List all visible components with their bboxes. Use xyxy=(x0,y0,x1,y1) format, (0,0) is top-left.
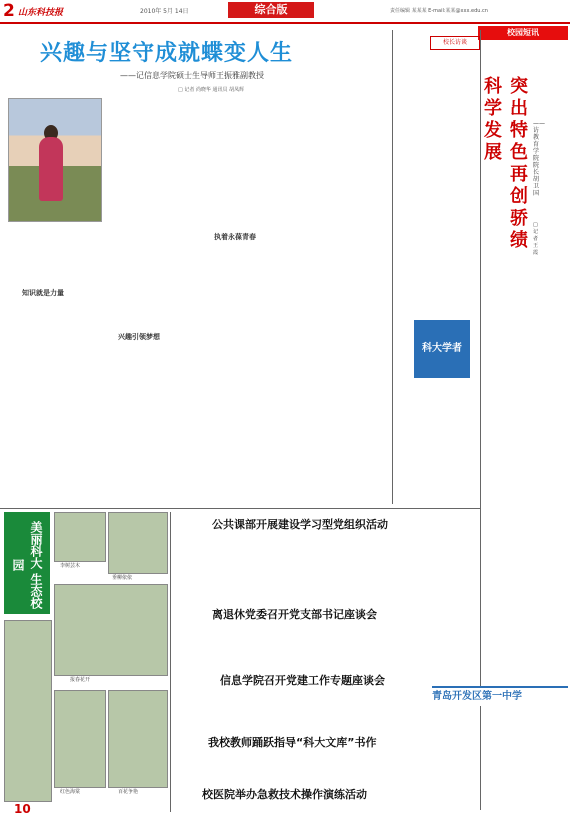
side-feature-tag: 校长访谈 xyxy=(430,36,480,50)
column-divider xyxy=(392,30,393,504)
side-body-column xyxy=(484,250,568,500)
flower-photo xyxy=(54,512,106,562)
article-body-column xyxy=(8,300,100,500)
section-banner: 综合版 xyxy=(228,2,314,18)
photo-caption: 李树芸木 xyxy=(60,563,81,569)
article-body-column xyxy=(296,98,388,504)
article-body-column xyxy=(8,226,100,284)
masthead xyxy=(0,0,570,24)
short-news-column xyxy=(484,44,568,74)
article-body-column xyxy=(104,344,196,504)
news-headline: 校医院举办急救技术操作演练活动 xyxy=(202,788,367,801)
news-body xyxy=(176,532,420,598)
ad-title: 青岛开发区第一中学 xyxy=(432,686,568,706)
news-body xyxy=(176,802,420,820)
flower-photo xyxy=(108,690,168,788)
ad-body xyxy=(432,708,568,808)
photo-column-title-text: 美丽科大 生态校园 xyxy=(11,520,43,610)
news-body xyxy=(176,688,420,726)
side-subtitle: ——访教育学院院长胡卫国 xyxy=(533,120,545,197)
photo-caption: 报春花开 xyxy=(70,677,91,683)
side-body-column xyxy=(396,384,480,502)
news-headline: 公共课部开展建设学习型党组织活动 xyxy=(212,518,388,531)
main-headline: 兴趣与坚守成就蝶变人生 xyxy=(40,41,294,66)
side-headline-left: 科学发展 xyxy=(484,76,502,163)
issue-date: 2010年 5月 14日 xyxy=(140,8,189,15)
column-divider xyxy=(170,512,171,812)
flower-photo xyxy=(4,620,52,802)
photo-column-title xyxy=(4,512,50,614)
kxdr-logo: 科大学者 xyxy=(414,320,470,378)
news-headline: 信息学院召开党建工作专题座谈会 xyxy=(220,674,385,687)
flower-photo xyxy=(54,690,106,788)
section-title-2: 兴趣引领梦想 xyxy=(118,333,160,341)
paper-name: 山东科技报 xyxy=(18,8,64,18)
article-body-column xyxy=(200,98,292,228)
section-title-3: 执着永葆青春 xyxy=(214,233,256,241)
news-headline: 我校教师踊跃指导“科大文库”书作 xyxy=(208,736,377,749)
column-tag: 校园短讯 xyxy=(478,26,568,40)
news-headline: 离退休党委召开党支部书记座谈会 xyxy=(212,608,377,621)
flower-photo xyxy=(108,512,168,574)
main-subhead: ——记信息学院硕士生导师王振雅副教授 xyxy=(120,71,264,80)
side-body-column xyxy=(396,52,480,316)
photo-caption: 红色海棠 xyxy=(60,789,81,795)
flower-photo xyxy=(54,584,168,676)
main-byline: □ 记者 尚晓华 通讯员 胡凤辉 xyxy=(178,87,245,93)
short-news-column xyxy=(484,508,568,684)
page-number: 2 xyxy=(3,1,15,21)
article-body-column xyxy=(200,244,292,504)
side-headline-right: 突出特色 再创骄绩 xyxy=(510,76,528,251)
section-title-1: 知识就是力量 xyxy=(22,289,64,297)
news-body xyxy=(176,622,420,666)
portrait-photo xyxy=(8,98,102,222)
editor-credits: 责任编辑 某某某 E-mail:某某@xxx.edu.cn xyxy=(390,8,488,14)
horizontal-divider xyxy=(0,508,480,509)
photo-caption: 百花争艳 xyxy=(118,789,139,795)
news-body xyxy=(176,750,420,778)
side-author: □ 记者 王霞 xyxy=(533,222,539,256)
photo-caption: 垂柳依依 xyxy=(112,575,133,581)
article-body-column xyxy=(104,98,196,328)
photo-page-number: 10 xyxy=(14,802,31,816)
